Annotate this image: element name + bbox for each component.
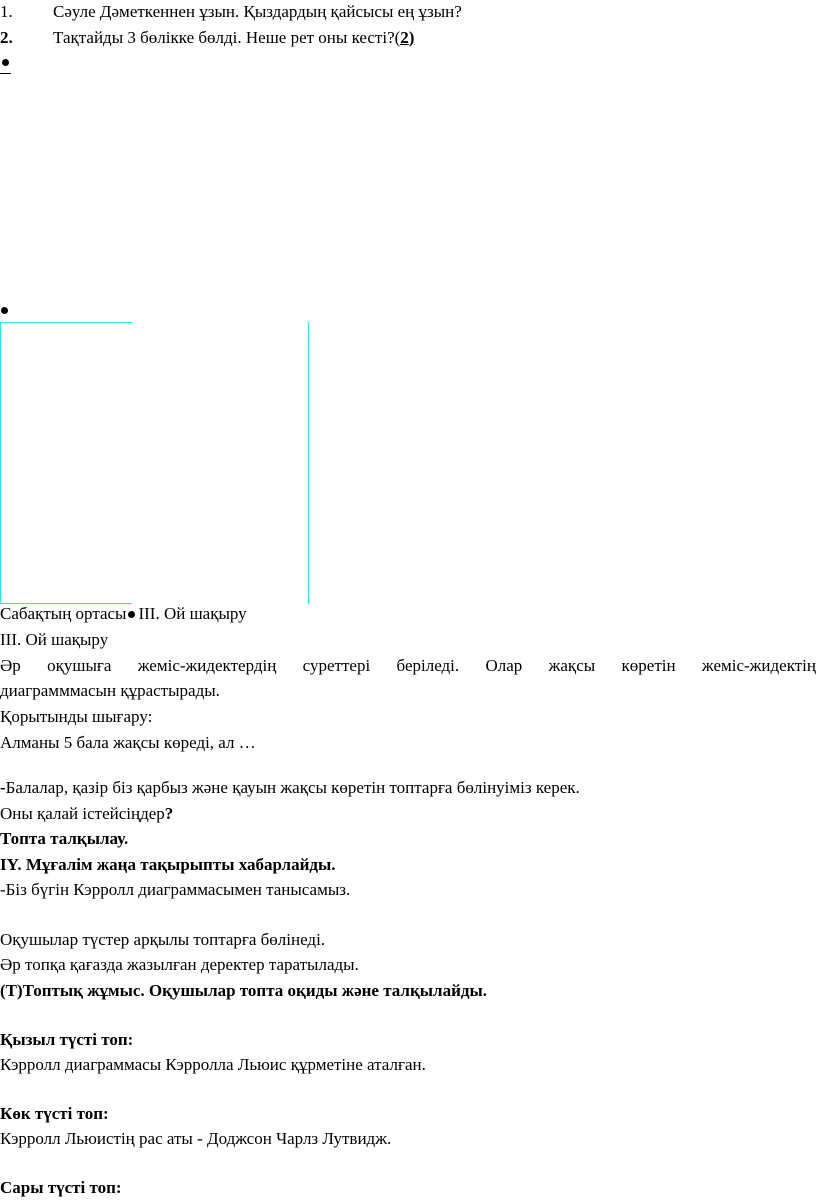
frame-right-line xyxy=(308,322,309,604)
bullet-icon xyxy=(128,611,135,618)
group-discussion: Топта талқылау. xyxy=(0,829,129,848)
bullet-icon xyxy=(2,59,9,66)
paragraph-1-line-1: Әр оқушыға жеміс-жидектердің суреттері беріледі. Олар жақсы көретін жеміс-жидектің xyxy=(0,656,816,675)
blue-group-heading: Көк түсті топ: xyxy=(0,1104,109,1123)
frame-top-line xyxy=(0,322,132,323)
question-2-text: Тақтайды 3 бөлікке бөлді. Неше рет оны кесті?(2) xyxy=(53,28,415,47)
middle-section-heading xyxy=(0,604,247,624)
bullet-marker xyxy=(0,300,8,320)
blue-group-text: Кэрролл Льюистің рас аты - Доджсон Чарлз Лутвидж. xyxy=(0,1129,392,1148)
yellow-group-heading: Сары түсті топ: xyxy=(0,1178,122,1197)
question-line: Оны қалай істейсіңдер? xyxy=(0,804,174,823)
conclusion-example: Алманы 5 бала жақсы көреді, ал … xyxy=(0,733,256,752)
section3-inline: III. Ой шақыру xyxy=(138,604,247,623)
section3-heading: III. Ой шақыру xyxy=(0,630,109,649)
split-colors-line: Оқушылар түстер арқылы топтарға бөлінеді. xyxy=(0,930,326,949)
intro-line: -Біз бүгін Кэрролл диаграммасымен танысамыз. xyxy=(0,880,351,899)
data-given-line: Әр топқа қағазда жазылған деректер таратылады. xyxy=(0,955,359,974)
red-group-heading: Қызыл түсті топ: xyxy=(0,1030,134,1049)
task-text: Балалар, қазір біз қарбыз және қауын жақсы көретін топтарға бөлінуіміз керек. xyxy=(5,778,580,797)
paragraph-1-line-2: диаграмммасын құрастырады. xyxy=(0,681,220,700)
section4-heading: IY. Мұғалім жаңа тақырыпты хабарлайды. xyxy=(0,855,336,874)
question-1-number: 1. xyxy=(0,2,13,21)
red-group-text: Кэрролл диаграммасы Кэрролла Льюис құрметіне аталған. xyxy=(0,1055,426,1074)
bullet-icon xyxy=(1,307,8,314)
group-work-heading: (Т)Топтық жұмыс. Оқушылар топта оқиды және талқылайды. xyxy=(0,981,487,1000)
frame-left-line xyxy=(0,322,1,604)
conclusion-label: Қорытынды шығару: xyxy=(0,707,153,726)
middle-label: Сабақтың ортасы xyxy=(0,604,127,623)
question-2-answer: 2 xyxy=(400,28,409,47)
task-line: -Балалар, қазір біз қарбыз және қауын жақсы көретін топтарға бөлінуіміз керек. xyxy=(0,778,580,797)
bullet-marker-underlined xyxy=(0,52,11,74)
question-1-text: Сәуле Дәметкеннен ұзын. Қыздардың қайсысы ең ұзын? xyxy=(53,2,462,21)
question-2-number: 2. xyxy=(0,28,13,47)
